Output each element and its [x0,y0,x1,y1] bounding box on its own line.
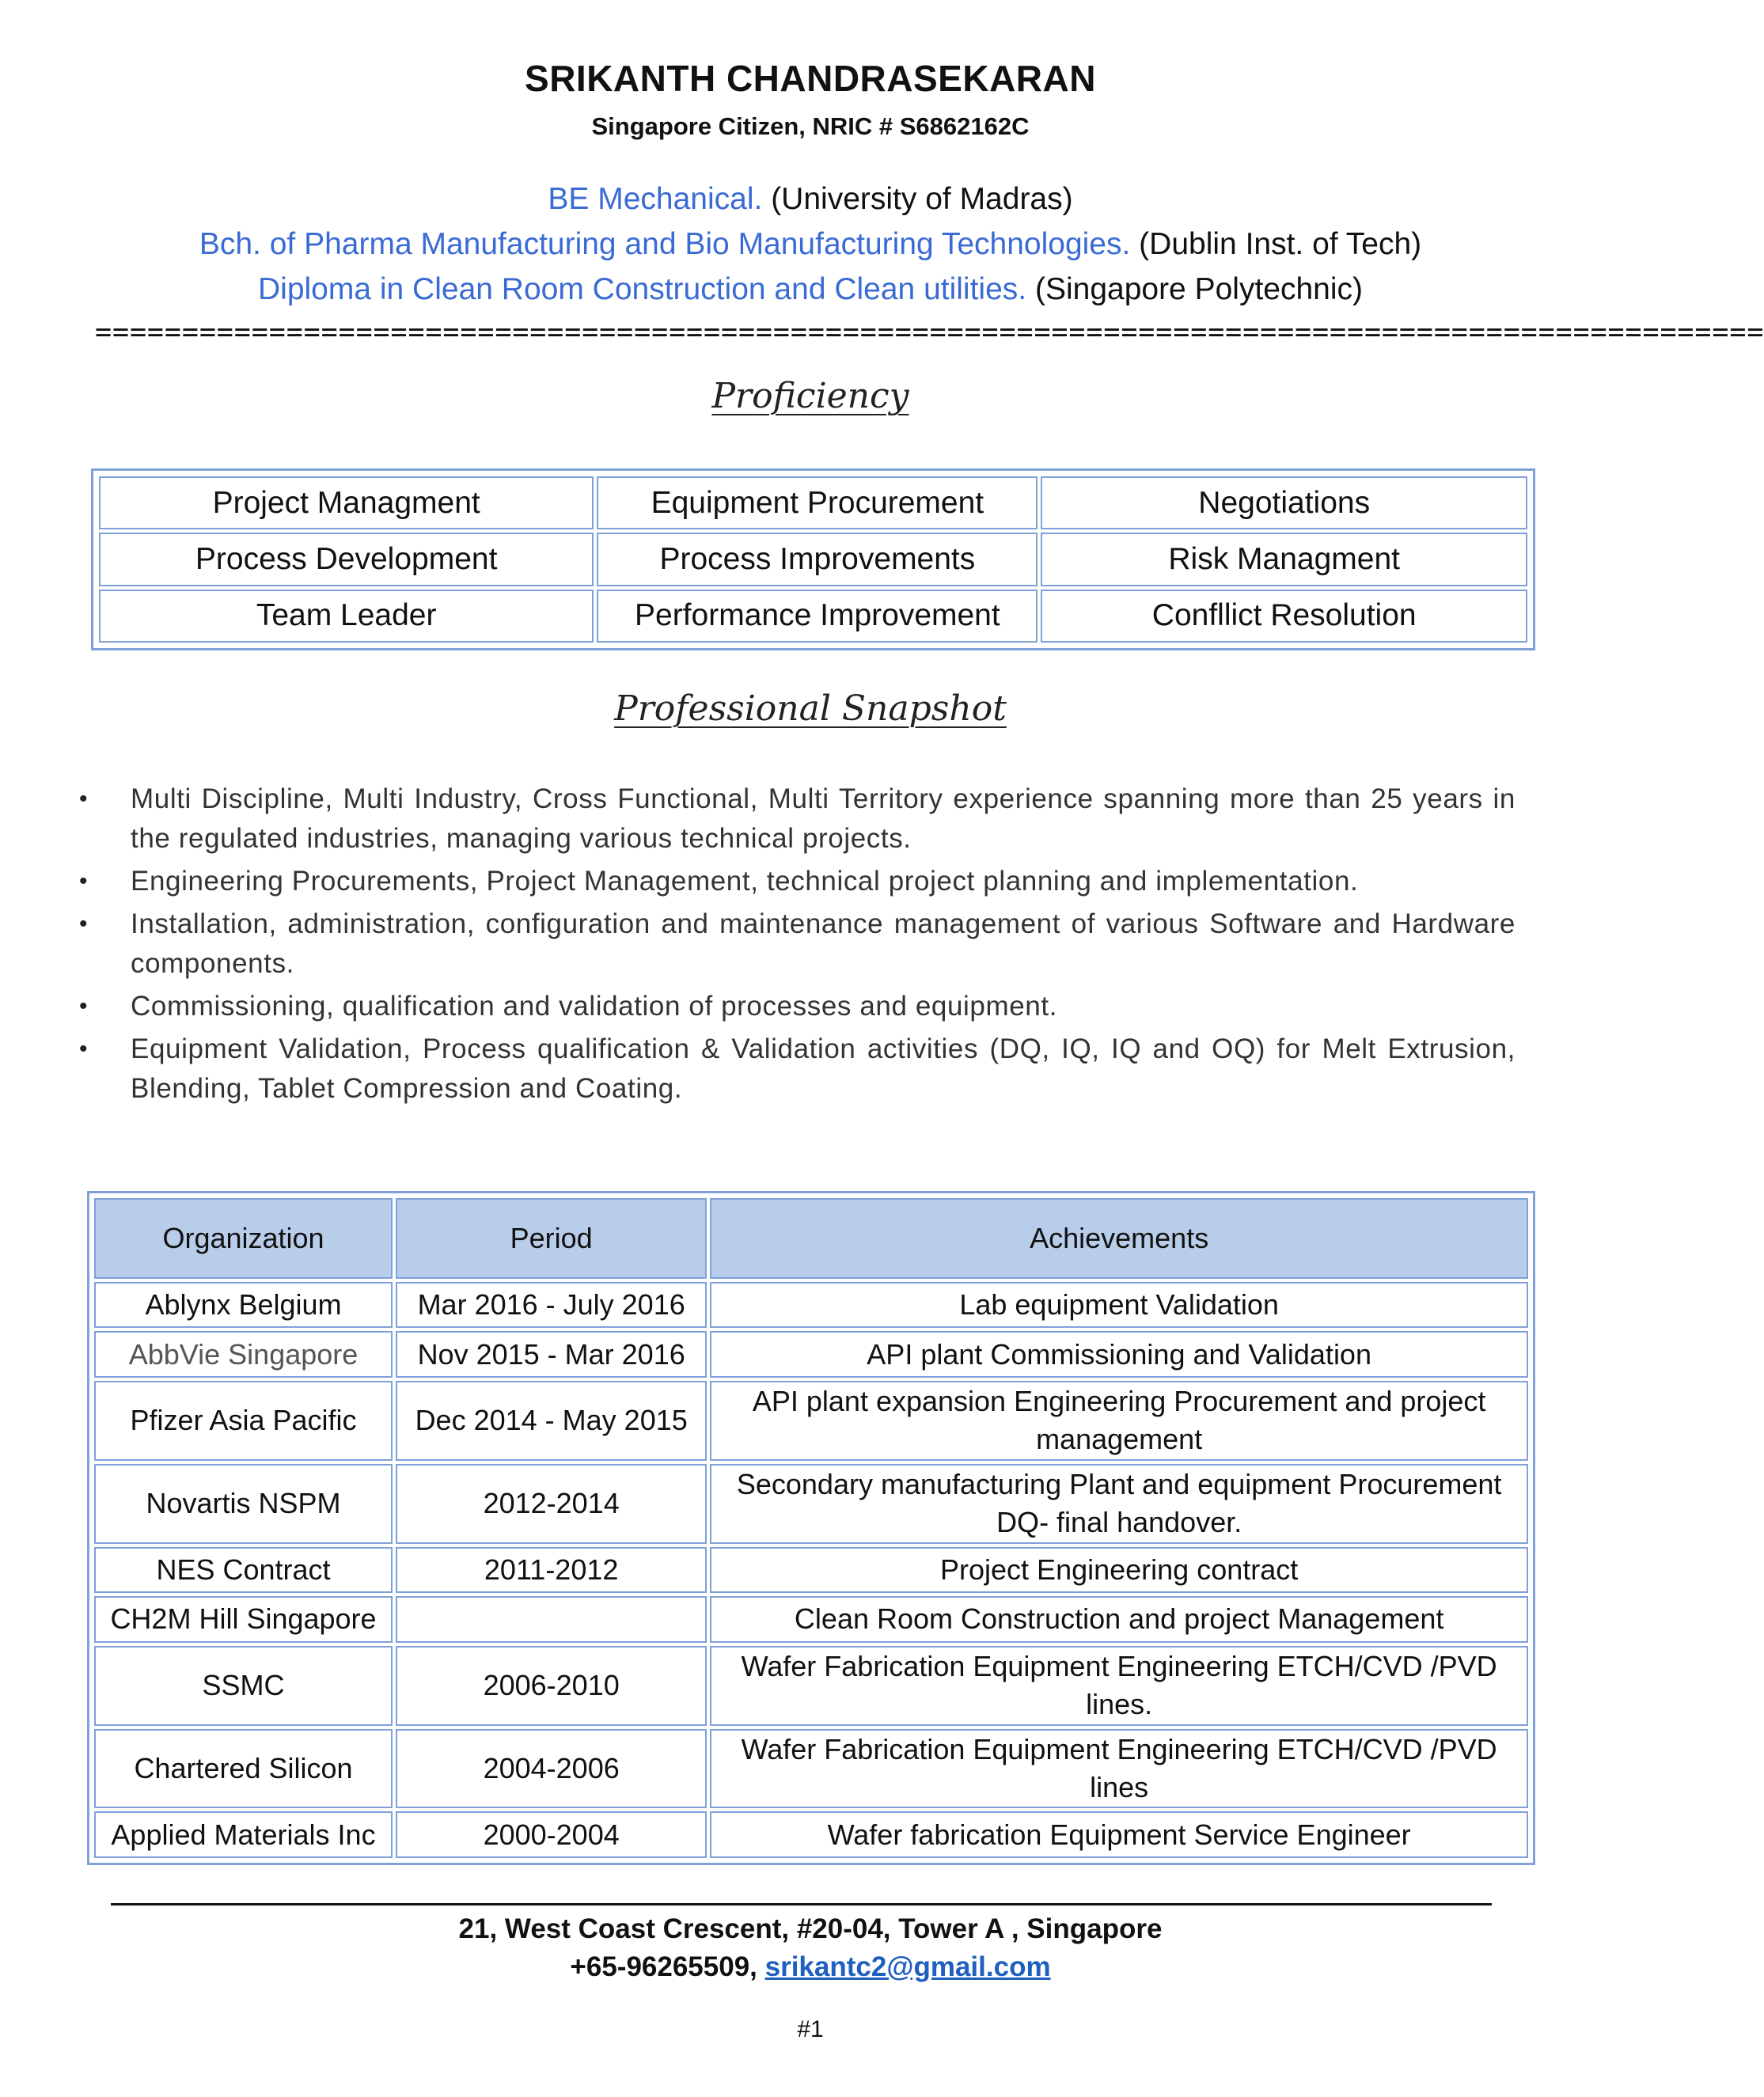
org-cell: AbbVie Singapore [94,1331,393,1378]
experience-table [87,1191,1535,1865]
list-item-text: Equipment Validation, Process qualification & Validation activities (DQ, IQ, IQ and OQ) for Melt Extrusion, Blending, Tablet Compression and Coating. [131,1033,1516,1104]
list-item-text: Commissioning, qualification and validation of processes and equipment. [131,991,1058,1022]
table-row [94,1811,1528,1858]
list-item-text: Multi Discipline, Multi Industry, Cross Functional, Multi Territory experience spanning more than 25 years in the regulated industries, managing various technical projects. [131,783,1516,854]
org-cell: NES Contract [94,1547,393,1594]
email-link[interactable]: srikantc2@gmail.com [764,1951,1051,1982]
citizenship-line: Singapore Citizen, NRIC # S6862162C [591,112,1030,140]
candidate-name: SRIKANTH CHANDRASEKARAN [525,58,1096,99]
achievement-cell: Wafer Fabrication Equipment Engineering ETCH/CVD /PVD lines [710,1729,1528,1809]
bullet-icon: • [79,911,89,937]
proficiency-cell: Performance Improvement [597,590,1038,643]
proficiency-row [99,476,1527,529]
column-header-achievements: Achievements [710,1198,1528,1279]
address-line: 21, West Coast Crescent, #20-04, Tower A , Singapore [458,1913,1163,1944]
list-item-text: Engineering Procurements, Project Management, technical project planning and implementation. [131,866,1359,897]
proficiency-cell: Process Improvements [597,533,1038,586]
proficiency-cell: Risk Managment [1041,533,1527,586]
period-cell: 2000-2004 [396,1811,707,1858]
proficiency-cell: Team Leader [99,590,594,643]
column-header-organization: Organization [94,1198,393,1279]
achievement-cell: Wafer Fabrication Equipment Engineering ETCH/CVD /PVD lines. [710,1646,1528,1726]
degree-name: Diploma in Clean Room Construction and Clean utilities. [257,272,1027,306]
column-header-period: Period [396,1198,707,1279]
education-line-3 [0,272,1621,307]
institution-name: (University of Madras) [762,182,1073,216]
achievement-cell: API plant expansion Engineering Procurement and project management [710,1381,1528,1461]
org-cell: Novartis NSPM [94,1464,393,1544]
achievement-cell: Clean Room Construction and project Management [710,1596,1528,1643]
period-cell: Dec 2014 - May 2015 [396,1381,707,1461]
table-header-row [94,1198,1528,1279]
period-cell: 2006-2010 [396,1646,707,1726]
snapshot-heading: Professional Snapshot [614,688,1007,729]
period-cell: 2004-2006 [396,1729,707,1809]
achievement-cell: Secondary manufacturing Plant and equipment Procurement DQ- final handover. [710,1464,1528,1544]
list-item [79,987,1516,1026]
proficiency-cell: Equipment Procurement [597,476,1038,529]
bullet-icon: • [79,786,89,812]
table-row [94,1596,1528,1643]
org-cell: SSMC [94,1646,393,1726]
snapshot-list [79,779,1516,1112]
period-cell: 2012-2014 [396,1464,707,1544]
proficiency-cell: Process Development [99,533,594,586]
achievement-cell: Lab equipment Validation [710,1282,1528,1329]
achievement-cell: Project Engineering contract [710,1547,1528,1594]
education-line-1 [0,182,1621,217]
list-item-text: Installation, administration, configuration and maintenance management of various Software and Hardware components. [131,908,1516,979]
table-row [94,1547,1528,1594]
proficiency-cell: Project Managment [99,476,594,529]
period-cell: 2011-2012 [396,1547,707,1594]
list-item [79,862,1516,901]
proficiency-row [99,533,1527,586]
phone-number: +65-96265509, [570,1951,765,1982]
equals-divider: ================================================================================================ [95,317,1764,348]
list-item [79,904,1516,984]
institution-name: (Singapore Polytechnic) [1026,272,1364,306]
achievement-cell: Wafer fabrication Equipment Service Engineer [710,1811,1528,1858]
proficiency-row [99,590,1527,643]
footer-divider [111,1903,1492,1906]
bullet-icon: • [79,1036,89,1062]
org-cell: Applied Materials Inc [94,1811,393,1858]
degree-name: BE Mechanical. [548,182,763,216]
bullet-icon: • [79,868,89,894]
education-line-2 [0,227,1621,262]
period-cell [396,1596,707,1643]
table-row [94,1331,1528,1378]
proficiency-cell: Confllict Resolution [1041,590,1527,643]
table-row [94,1282,1528,1329]
proficiency-table [91,468,1535,650]
table-row [94,1464,1528,1544]
table-row [94,1729,1528,1809]
list-item [79,779,1516,859]
org-cell: CH2M Hill Singapore [94,1596,393,1643]
page-number: #1 [797,2016,824,2042]
period-cell: Mar 2016 - July 2016 [396,1282,707,1329]
org-cell: Pfizer Asia Pacific [94,1381,393,1461]
org-cell: Chartered Silicon [94,1729,393,1809]
institution-name: (Dublin Inst. of Tech) [1130,227,1422,261]
table-row [94,1646,1528,1726]
period-cell: Nov 2015 - Mar 2016 [396,1331,707,1378]
org-cell: Ablynx Belgium [94,1282,393,1329]
proficiency-heading: Proficiency [711,376,909,416]
list-item [79,1030,1516,1109]
contact-line [0,1951,1621,1983]
bullet-icon: • [79,993,89,1019]
table-row [94,1381,1528,1461]
achievement-cell: API plant Commissioning and Validation [710,1331,1528,1378]
proficiency-cell: Negotiations [1041,476,1527,529]
degree-name: Bch. of Pharma Manufacturing and Bio Manufacturing Technologies. [199,227,1131,261]
